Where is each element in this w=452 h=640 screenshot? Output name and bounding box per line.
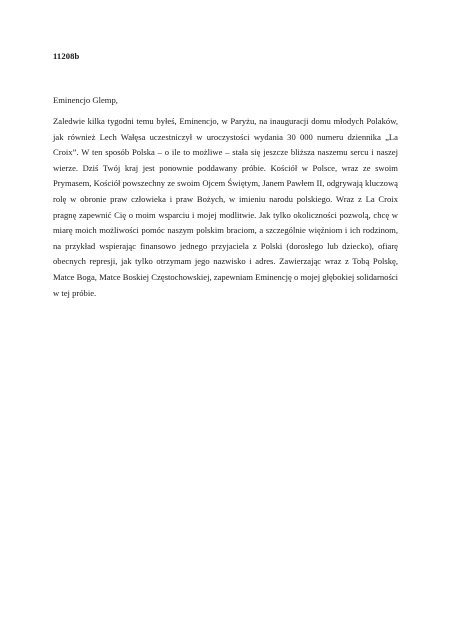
document-id: 11208b (53, 51, 80, 61)
salutation: Eminencjo Glemp, (53, 95, 118, 105)
letter-body: Zaledwie kilka tygodni temu byłeś, Eminencjo, w Paryżu, na inauguracji domu młodych Polaków, jak również Lech Wałęsa uczestniczył w uroczystości wydania 30 000 numeru dziennika „La Croix”. W ten sposób Polska – o ile to możliwe – stała się jeszcze bliższa naszemu sercu i naszej wierze. Dziś Twój kraj jest ponownie poddawany próbie. Kościół w Polsce, wraz ze swoim Prymasem, Kościół powszechny ze swoim Ojcem Świętym, Janem Pawłem II, odgrywają kluczową rolę w obronie praw człowieka i praw Bożych, w imieniu narodu polskiego. Wraz z La Croix pragnę zapewnić Cię o moim wsparciu i mojej modlitwie. Jak tylko okoliczności pozwolą, chcę w miarę moich możliwości pomóc naszym polskim braciom, a szczególnie więźniom i ich rodzinom, na przykład wspierając finansowo jednego przyjaciela z Polski (dorosłego lub dziecko), ofiarę obecnych represji, jak tylko otrzymam jego nazwisko i adres. Zawierzając wraz z Tobą Polskę, Matce Boga, Matce Boskiej Częstochowskiej, zapewniam Eminencję o mojej głębokiej solidarności w tej próbie. (53, 116, 398, 298)
